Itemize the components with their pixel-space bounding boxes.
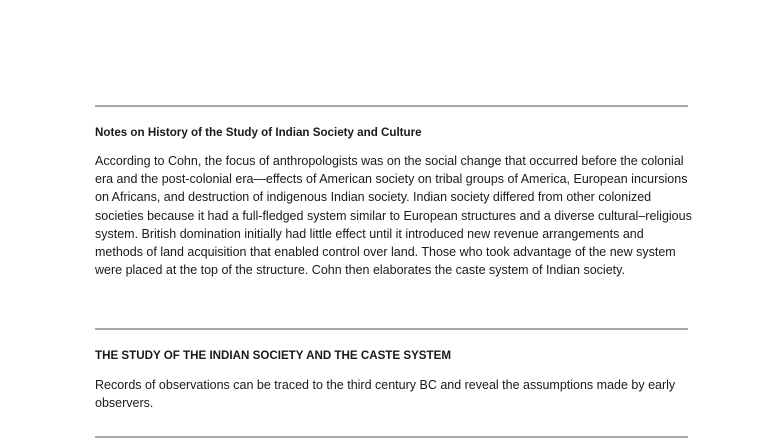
section-divider-top (95, 105, 688, 107)
section-divider-bottom (95, 436, 688, 438)
section-divider-middle (95, 328, 688, 330)
section-body-notes: According to Cohn, the focus of anthropologists was on the social change that occurred before the colonial era and the post-colonial era—effects of American society on tribal groups of America, European incursions on Africans, and destruction of indigenous Indian society. Indian society differed from other colonized societies because it had a full-fledged system similar to European structures and a diverse cultural–religious system. British domination initially had little effect until it introduced new revenue arrangements and methods of land acquisition that enabled control over land. Those who took advantage of the new system were placed at the top of the structure. Cohn then elaborates the caste system of Indian society. (95, 154, 692, 278)
section-heading-caste-system: THE STUDY OF THE INDIAN SOCIETY AND THE CASTE SYSTEM (95, 349, 452, 362)
section-heading-notes: Notes on History of the Study of Indian Society and Culture (95, 126, 422, 139)
section-body-caste-system: Records of observations can be traced to the third century BC and reveal the assumptions made by early observers. (95, 378, 676, 411)
